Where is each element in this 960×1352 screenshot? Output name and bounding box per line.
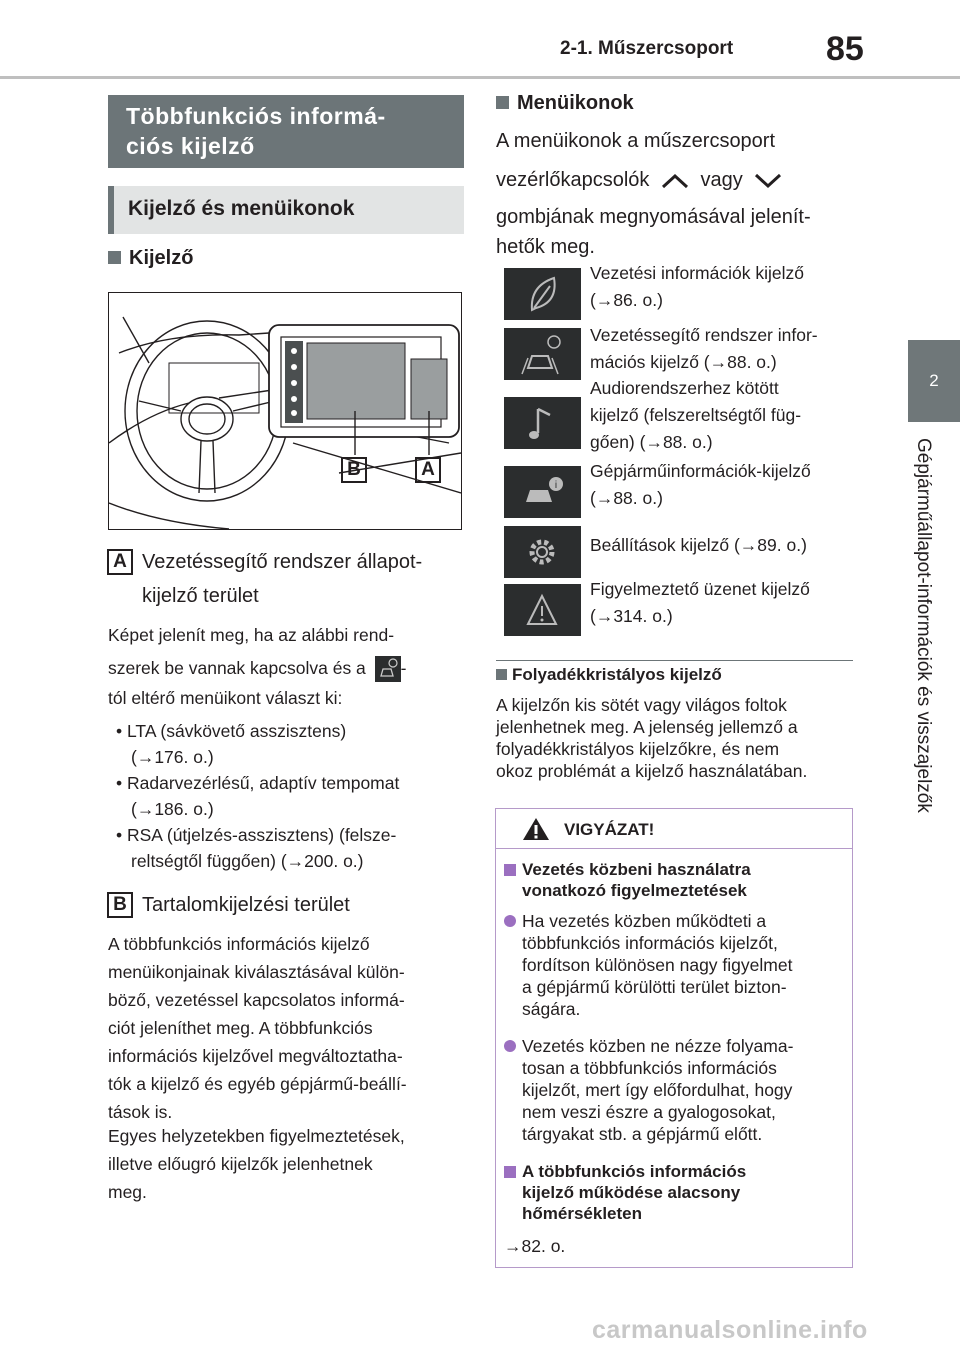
- menu-intro: A menüikonok a műszercsoport vezérlőkapcsolók vagy gombjának megnyomásával jelenít- hetők meg.: [496, 130, 811, 258]
- lcd-paragraph: A kijelzőn kis sötét vagy világos foltok jelenhetnek meg. A jelenség jellemző a folyadékkristályos kijelzőkre, és nem okoz problémát a kijelző használatában.: [496, 695, 808, 781]
- dashboard-figure: [108, 292, 462, 530]
- page-number: 85: [826, 30, 864, 68]
- watermark: carmanualsonline.info: [592, 1316, 868, 1344]
- warning-icon: [504, 584, 581, 636]
- a-title: Vezetéssegítő rendszer állapot- kijelző terület: [142, 551, 423, 607]
- a-bullet-list: [116, 718, 466, 874]
- caution-item-2: Vezetés közben ne nézze folyama- tosan a többfunkciós információs kijelzőt, mert így előfordulhat, hogy nem veszi észre a gyalogosokat, tárgyakat stb. a gépjármű előtt.: [504, 1035, 793, 1145]
- list-item: • RSA (útjelzés-asszisztens) (felsze- reltségtől függően) (→200. o.): [116, 825, 397, 871]
- square-bullet-icon: [496, 96, 509, 109]
- a-description: Képet jelenít meg, ha az alábbi rend- szerek be vannak kapcsolva és a - tól eltérő menüikont választ ki:: [108, 625, 407, 708]
- bullet-dot-icon: [504, 1040, 516, 1052]
- figure-label-b: B: [341, 457, 367, 483]
- header-rule: [0, 76, 960, 79]
- list-item: • Radarvezérlésű, adaptív tempomat (→186. o.): [116, 773, 400, 819]
- chevron-up-icon: [659, 172, 691, 190]
- square-bullet-icon: [504, 864, 516, 876]
- bullet-dot-icon: [504, 915, 516, 927]
- caution-item-1: Ha vezetés közben működteti a többfunkciós információs kijelzőt, fordítson különösen nagy figyelmet a gépjármű körülötti terület bizton- ságára.: [504, 910, 792, 1020]
- chapter-tab: 2: [908, 340, 960, 422]
- chevron-down-icon: [752, 172, 784, 190]
- caution-section-1: Vezetés közbeni használatra vonatkozó figyelmeztetések: [504, 859, 751, 901]
- section-title: 2-1. Műszercsoport: [560, 38, 734, 59]
- svg-text:i: i: [554, 480, 558, 491]
- driving-assist-inline-icon: [375, 656, 401, 682]
- b-title: Tartalomkijelzési terület: [142, 894, 350, 916]
- main-heading-line1: Többfunkciós informá-: [126, 103, 386, 129]
- menu-subheading: Menüikonok: [496, 92, 634, 115]
- caution-title: VIGYÁZAT!: [564, 820, 655, 839]
- b-paragraph: A többfunkciós információs kijelző menüikonjainak kiválasztásával külön- böző, vezetéssel kapcsolatos informá- ciót jeleníthet meg. A többfunkciós információs kijelzővel megváltoztatha- tók a kijelző és egyéb gépjármű-beállí- tások is.: [108, 934, 407, 1122]
- a-label: A: [107, 549, 133, 575]
- divider: [496, 660, 853, 661]
- warning-triangle-icon: [522, 817, 550, 841]
- b-paragraph-2: Egyes helyzetekben figyelmeztetések, illetve előugró kijelzők jelenhetnek meg.: [108, 1126, 405, 1202]
- b-label: B: [107, 892, 133, 918]
- main-heading: [108, 95, 464, 168]
- kijelzo-subheading: Kijelző: [108, 247, 193, 270]
- lcd-title: Folyadékkristályos kijelző: [496, 665, 722, 685]
- square-bullet-icon: [496, 669, 507, 680]
- caution-box: [495, 808, 853, 1268]
- main-heading-line2: ciós kijelző: [126, 133, 255, 159]
- gear-icon: [504, 526, 581, 578]
- chapter-title: Gépjárműállapot-információk és visszajelzők: [913, 438, 934, 813]
- driving-assist-icon: [504, 328, 581, 380]
- vehicle-info-icon: [504, 466, 581, 518]
- figure-label-a: A: [415, 457, 441, 483]
- sub-heading: Kijelző és menüikonok: [108, 186, 464, 234]
- list-item: • LTA (sávkövető asszisztens) (→176. o.): [116, 721, 347, 767]
- square-bullet-icon: [504, 1166, 516, 1178]
- dashboard-illustration: [109, 293, 461, 529]
- caution-section-2: A többfunkciós információs kijelző működése alacsony hőmérsékleten: [504, 1161, 746, 1224]
- caution-ref: →82. o.: [504, 1236, 566, 1256]
- caution-header: [496, 809, 852, 849]
- leaf-icon: [504, 268, 581, 320]
- square-bullet-icon: [108, 251, 121, 264]
- music-note-icon: [504, 397, 581, 449]
